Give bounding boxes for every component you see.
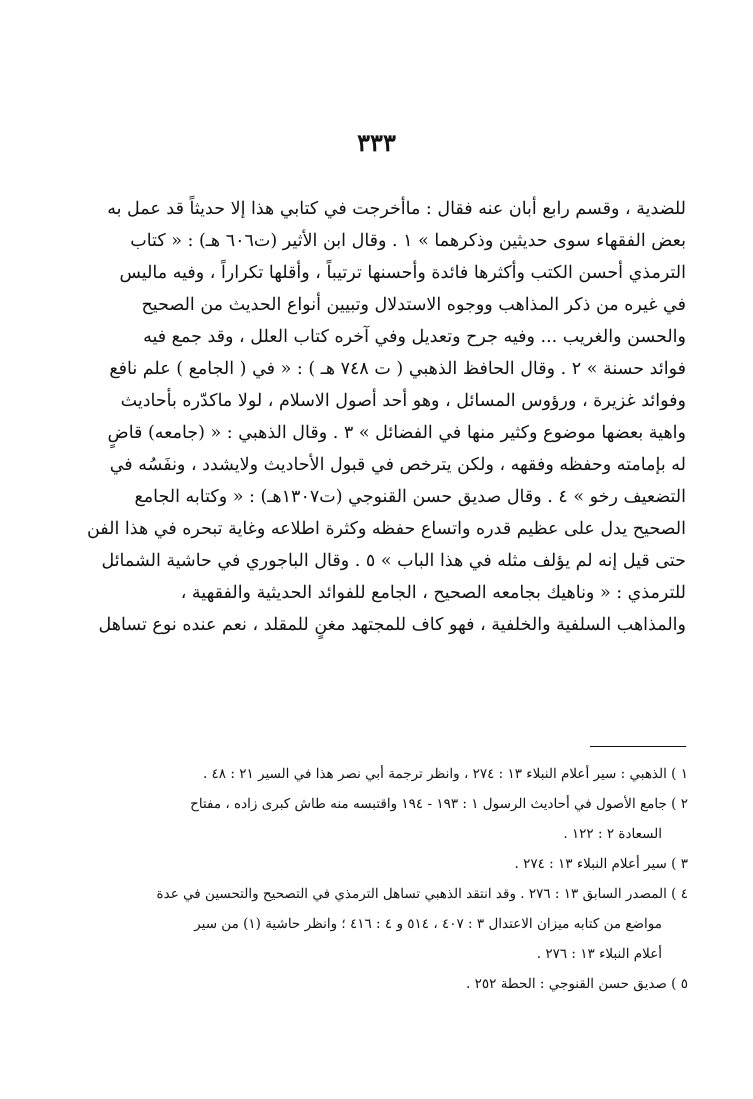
body-line-14: والمذاهب السلفية والخلفية ، فهو كاف للمجتهد مغنٍ للمقلد ، نعم عنده نوع تساهل	[98, 615, 686, 635]
page-number: ٣٣٣	[357, 128, 396, 157]
footnote-2: ٢ ) جامع الأصول في أحاديث الرسول ١ : ١٩٣ - ١٩٤ واقتبسه منه طاش كبرى زاده ، مفتاح	[190, 796, 688, 812]
footnote-4: ٤ ) المصدر السابق ١٣ : ٢٧٦ . وقد انتقد الذهبي تساهل الترمذي في التصحيح والتحسين في عدة	[156, 886, 688, 902]
footnote-4-continued-2: أعلام النبلاء ١٣ : ٢٧٦ .	[536, 946, 662, 962]
body-line-8: واهية بعضها موضوع وكثير منها في الفضائل » ٣ . وقال الذهبي : « (جامعه) قاضٍ	[107, 423, 686, 443]
body-line-7: وفوائد غزيرة ، ورؤوس المسائل ، وهو أحد أصول الاسلام ، لولا ماكدّره بأحاديث	[120, 391, 686, 411]
body-line-4: في غيره من ذكر المذاهب ووجوه الاستدلال وتبيين أنواع الحديث من الصحيح	[141, 295, 686, 315]
body-line-9: له بإمامته وحفظه وفقهه ، ولكن يترخص في قبول الأحاديث ولايشدد ، ونفَسُه في	[109, 455, 686, 475]
footnote-1: ١ ) الذهبي : سير أعلام النبلاء ١٣ : ٢٧٤ ، وانظر ترجمة أبي نصر هذا في السير ٢١ : ٤٨ .	[202, 766, 688, 782]
footnote-2-continued: السعادة ٢ : ١٢٢ .	[563, 826, 662, 842]
footnote-5: ٥ ) صديق حسن القنوجي : الحطة ٢٥٢ .	[466, 976, 688, 992]
body-line-2: بعض الفقهاء سوى حديثين وذكرهما » ١ . وقال ابن الأثير (ت٦٠٦ هـ) : « كتاب	[130, 231, 686, 251]
body-line-1: للضدية ، وقسم رابع أبان عنه فقال : ماأخرجت في كتابي هذا إلا حديثاً قد عمل به	[107, 199, 686, 219]
body-line-11: الصحيح يدل على عظيم قدره واتساع حفظه وكثرة اطلاعه وغاية تبحره في هذا الفن	[86, 519, 686, 539]
main-text-block	[66, 193, 686, 641]
body-line-6: فوائد حسنة » ٢ . وقال الحافظ الذهبي ( ت ٧٤٨ هـ ) : « في ( الجامع ) علم نافع	[109, 359, 686, 379]
footnote-separator	[590, 746, 686, 747]
body-line-3: الترمذي أحسن الكتب وأكثرها فائدة وأحسنها ترتيباً ، وأقلها تكراراً ، وفيه ماليس	[119, 263, 686, 283]
body-line-12: حتى قيل إنه لم يؤلف مثله في هذا الباب » ٥ . وقال الباجوري في حاشية الشمائل	[101, 551, 686, 571]
body-line-10: التضعيف رخو » ٤ . وقال صديق حسن القنوجي (ت١٣٠٧هـ) : « وكتابه الجامع	[134, 487, 686, 507]
body-line-5: والحسن والغريب ... وفيه جرح وتعديل وفي آخره كتاب العلل ، وقد جمع فيه	[143, 327, 686, 347]
footnote-3: ٣ ) سير أعلام النبلاء ١٣ : ٢٧٤ .	[514, 856, 688, 872]
footnotes	[88, 759, 688, 999]
body-line-13: للترمذي : « وناهيك بجامعه الصحيح ، الجامع للفوائد الحديثية والفقهية ،	[180, 583, 686, 603]
footnote-4-continued: مواضع من كتابه ميزان الاعتدال ٣ : ٤٠٧ ، ٥١٤ و ٤ : ٤١٦ ؛ وانظر حاشية (١) من سير	[194, 916, 662, 932]
